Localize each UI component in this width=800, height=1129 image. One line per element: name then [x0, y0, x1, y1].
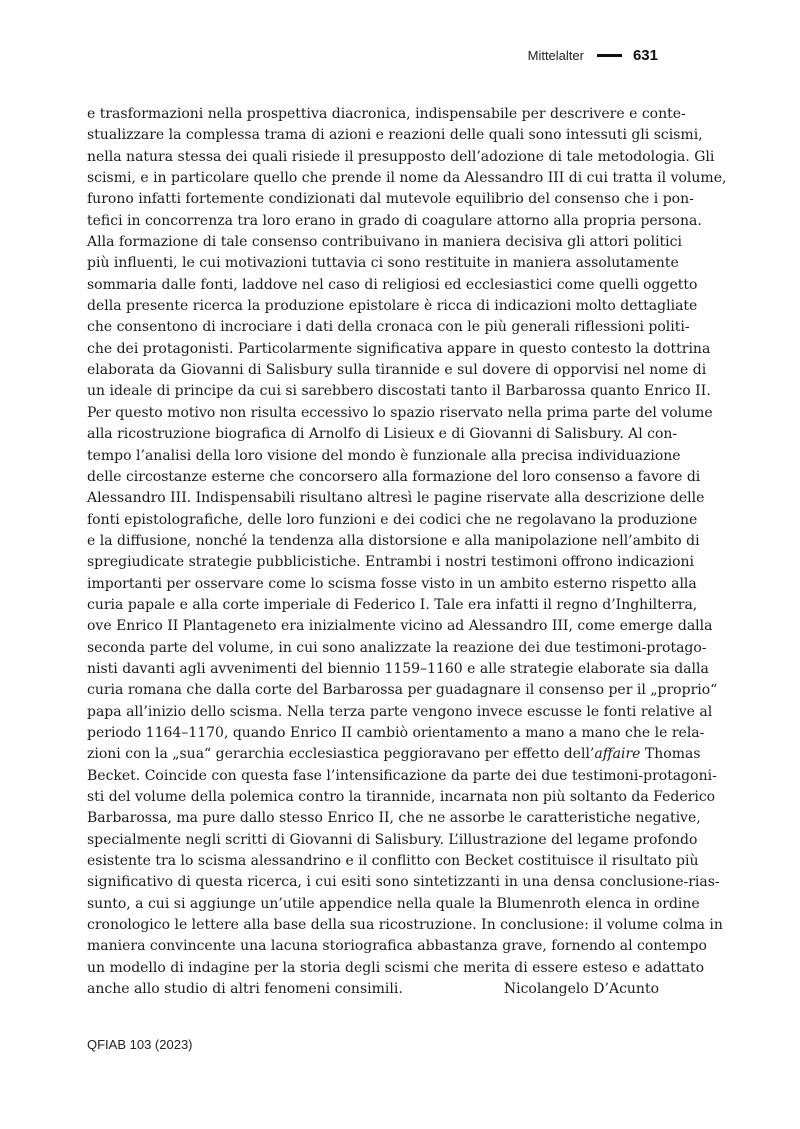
- text-segment: ove Enrico II Plantageneto era inizialmente vicino ad Alessandro III, come emerge dalla: [87, 618, 713, 635]
- journal-footer: QFIAB 103 (2023): [87, 1037, 193, 1052]
- text-segment: scismi, e in particolare quello che prende il nome da Alessandro III di cui tratta il volume,: [87, 170, 727, 187]
- text-segment: Alessandro III. Indispensabili risultano altresì le pagine riservate alla descrizione delle: [87, 490, 705, 507]
- text-segment: e la diffusione, nonché la tendenza alla distorsione e alla manipolazione nell’ambito di: [87, 532, 700, 549]
- text-line: [87, 872, 720, 893]
- review-text: [87, 104, 727, 1000]
- text-line: [87, 360, 707, 381]
- text-segment: tefici in concorrenza tra loro erano in grado di coagulare attorno alla propria persona.: [87, 212, 702, 229]
- text-line: [87, 296, 698, 317]
- text-line: [87, 467, 701, 488]
- text-segment: che dei protagonisti. Particolarmente significativa appare in questo contesto la dottrina: [87, 340, 711, 357]
- text-segment: curia romana che dalla corte del Barbarossa per guadagnare il consenso per il „proprio“: [87, 682, 718, 699]
- italic-term: affaire: [594, 746, 641, 763]
- text-segment: zioni con la „sua“ gerarchia ecclesiastica peggioravano per effetto dell’: [87, 746, 595, 763]
- text-segment: nella natura stessa dei quali risiede il presupposto dell’adozione di tale metodologia. Gli: [87, 148, 715, 165]
- text-line: [87, 232, 682, 253]
- text-line: [87, 275, 698, 296]
- text-segment: esistente tra lo scisma alessandrino e il conflitto con Becket costituisce il risultato più: [87, 853, 699, 870]
- text-segment: significativo di questa ricerca, i cui esiti sono sintetizzanti in una densa conclusione-rias-: [87, 874, 720, 891]
- text-line: [87, 104, 686, 125]
- text-segment: Becket. Coincide con questa fase l’intensificazione da parte dei due testimoni-protagoni-: [87, 767, 717, 784]
- running-header: [528, 45, 658, 65]
- section-title: Mittelalter: [527, 47, 584, 63]
- text-line: [87, 787, 716, 808]
- text-line: [87, 851, 699, 872]
- text-segment: nisti davanti agli avvenimenti del biennio 1159–1160 e alle strategie elaborate sia dalla: [87, 660, 709, 677]
- text-segment: fonti epistolografiche, delle loro funzioni e dei codici che ne regolavano la produzione: [87, 511, 698, 528]
- text-line: [87, 744, 701, 765]
- text-line: [87, 702, 713, 723]
- text-segment: Barbarossa, ma pure dallo stesso Enrico II, che ne assorbe le caratteristiche negative,: [87, 810, 701, 827]
- page-number: 631: [632, 46, 658, 64]
- text-line: [87, 595, 698, 616]
- text-line: [87, 638, 707, 659]
- text-segment: Thomas: [640, 746, 701, 763]
- text-line: [87, 808, 701, 829]
- text-segment: anche allo studio di altri fenomeni consimili.: [87, 981, 403, 998]
- text-line: [87, 446, 681, 467]
- text-segment: delle circostanze esterne che concorsero alla formazione del loro consenso a favore di: [87, 468, 701, 485]
- text-segment: un modello di indagine per la storia degli scismi che merita di essere esteso e adattato: [87, 959, 705, 976]
- text-segment: periodo 1164–1170, quando Enrico II cambiò orientamento a mano a mano che le rela-: [87, 724, 705, 741]
- text-line: [87, 936, 707, 957]
- text-segment: sunto, a cui si aggiunge un’utile appendice nella quale la Blumenroth elenca in ordine: [87, 895, 700, 912]
- text-line: [87, 317, 690, 338]
- text-segment: curia papale e alla corte imperiale di Federico I. Tale era infatti il regno d’Inghilterra,: [87, 596, 698, 613]
- text-segment: sti del volume della polemica contro la tirannide, incarnata non più soltanto da Federico: [87, 789, 716, 805]
- text-segment: che consentono di incrociare i dati della cronaca con le più generali riflessioni politi-: [87, 319, 690, 336]
- text-line: [87, 253, 679, 274]
- text-segment: della presente ricerca la produzione epistolare è ricca di indicazioni molto dettagliate: [87, 298, 698, 315]
- text-segment: stualizzare la complessa trama di azioni e reazioni delle quali sono intessuti gli scismi,: [87, 127, 703, 144]
- text-line: [87, 403, 713, 424]
- text-segment: più influenti, le cui motivazioni tuttavia ci sono restituite in maniera assolutamente: [87, 255, 679, 272]
- text-segment: furono infatti fortemente condizionati dal mutevole equilibrio del consenso che i pon-: [87, 191, 694, 208]
- text-segment: tempo l’analisi della loro visione del mondo è funzionale alla precisa individuazione: [87, 447, 681, 464]
- text-segment: seconda parte del volume, in cui sono analizzate la reazione dei due testimoni-protago-: [87, 639, 707, 656]
- text-segment: sommaria dalle fonti, laddove nel caso di religiosi ed ecclesiastici come quelli oggetto: [87, 276, 698, 293]
- text-line: [87, 552, 695, 573]
- text-segment: e trasformazioni nella prospettiva diacronica, indispensabile per descrivere e conte-: [87, 106, 686, 122]
- text-line: [87, 915, 723, 936]
- text-line-last: [87, 979, 659, 1000]
- text-line: [87, 381, 711, 402]
- text-line: [87, 894, 700, 915]
- text-line: [87, 211, 702, 232]
- text-line: [87, 147, 715, 168]
- text-segment: importanti per osservare come lo scisma fosse visto in un ambito esterno rispetto alla: [87, 575, 697, 592]
- text-segment: spregiudicate strategie pubblicistiche. Entrambi i nostri testimoni offrono indicazioni: [87, 554, 695, 571]
- text-line: [87, 574, 697, 595]
- text-segment: elaborata da Giovanni di Salisbury sulla tirannide e sul dovere di opporvisi nel nome di: [87, 362, 707, 379]
- text-segment: alla ricostruzione biografica di Arnolfo di Lisieux e di Giovanni di Salisbury. Al con-: [87, 426, 678, 443]
- text-line: [87, 680, 718, 701]
- text-line: [87, 510, 698, 531]
- text-segment: maniera convincente una lacuna storiografica abbastanza grave, fornendo al contempo: [87, 938, 707, 955]
- text-line: [87, 830, 698, 851]
- text-segment: specialmente negli scritti di Giovanni di Salisbury. L’illustrazione del legame profondo: [87, 831, 698, 848]
- text-segment: un ideale di principe da cui si sarebbero discostati tanto il Barbarossa quanto Enrico II.: [87, 383, 711, 400]
- text-line: [87, 723, 705, 744]
- text-line: [87, 339, 711, 360]
- author-signature: Nicolangelo D’Acunto: [503, 981, 659, 998]
- text-line: [87, 189, 694, 210]
- text-segment: Per questo motivo non risulta eccessivo lo spazio riservato nella prima parte del volume: [87, 404, 713, 421]
- header-rule: [597, 54, 622, 57]
- text-line: [87, 766, 717, 787]
- text-line: [87, 168, 727, 189]
- text-line: [87, 424, 678, 445]
- text-line: [87, 531, 700, 552]
- text-line: [87, 659, 709, 680]
- text-segment: cronologico le lettere alla base della sua ricostruzione. In conclusione: il volume colma in: [87, 917, 723, 934]
- text-segment: papa all’inizio dello scisma. Nella terza parte vengono invece escusse le fonti relative al: [87, 703, 713, 720]
- text-line: [87, 125, 703, 146]
- text-line: [87, 616, 713, 637]
- text-line: [87, 488, 705, 509]
- text-line: [87, 958, 705, 979]
- text-segment: Alla formazione di tale consenso contribuivano in maniera decisiva gli attori politici: [87, 234, 682, 251]
